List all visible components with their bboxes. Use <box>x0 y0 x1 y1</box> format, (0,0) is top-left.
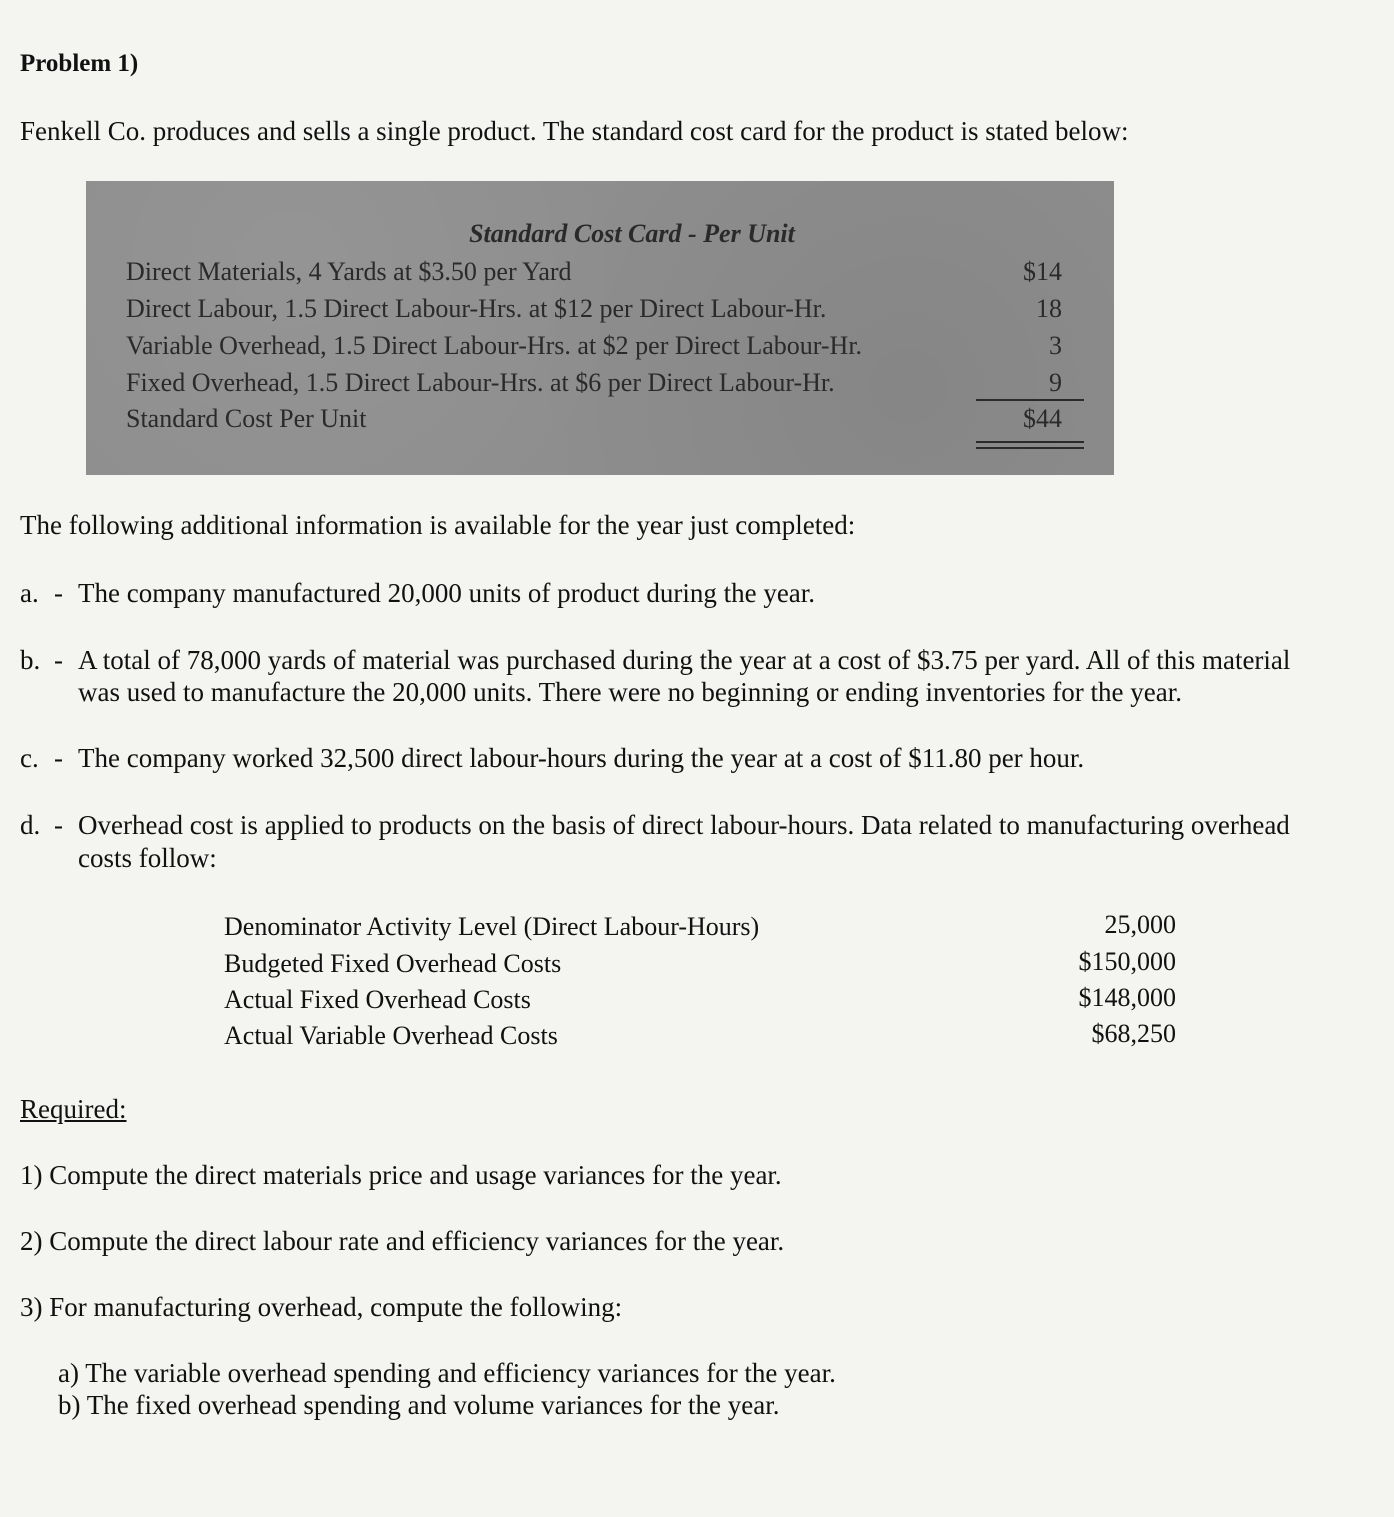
item-text: A total of 78,000 yards of material was purchased during the year at a cost of $3.75 per yard. All of this material <box>78 645 1291 675</box>
required-heading: Required: <box>20 1094 127 1124</box>
cost-card-title: Standard Cost Card - Per Unit <box>469 219 795 248</box>
overhead-data-label: Actual Variable Overhead Costs <box>224 1021 558 1050</box>
cost-card-total-label: Standard Cost Per Unit <box>126 404 367 433</box>
item-text: The company worked 32,500 direct labour-hours during the year at a cost of $11.80 per hour. <box>78 743 1085 773</box>
item-dash: - <box>54 743 63 773</box>
additional-info-heading: The following additional information is available for the year just completed: <box>20 510 856 540</box>
cost-card-row-value: 18 <box>1036 294 1062 323</box>
required-item: 1) Compute the direct materials price and usage variances for the year. <box>20 1160 782 1190</box>
intro-text: Fenkell Co. produces and sells a single product. The standard cost card for the product is stated below: <box>20 116 1129 146</box>
cost-card-total-value: $44 <box>1023 404 1062 433</box>
cost-card-row-label: Fixed Overhead, 1.5 Direct Labour-Hrs. at $6 per Direct Labour-Hr. <box>126 368 835 397</box>
problem-title: Problem 1) <box>20 50 139 77</box>
total-double-rule-top <box>976 441 1084 443</box>
required-sub-item: b) The fixed overhead spending and volume variances for the year. <box>58 1390 780 1420</box>
cost-card-row-value: $14 <box>1023 257 1062 286</box>
cost-card-row-value: 9 <box>1049 368 1062 397</box>
required-item: 2) Compute the direct labour rate and efficiency variances for the year. <box>20 1226 785 1256</box>
item-letter: a. <box>20 578 39 608</box>
overhead-data-label: Budgeted Fixed Overhead Costs <box>224 949 562 978</box>
overhead-data-label: Denominator Activity Level (Direct Labour-Hours) <box>224 912 760 941</box>
item-letter: c. <box>20 743 39 773</box>
item-letter: d. <box>20 810 41 840</box>
overhead-data-value: 25,000 <box>1104 910 1176 939</box>
required-item: 3) For manufacturing overhead, compute the following: <box>20 1292 623 1322</box>
cost-card-row-label: Direct Materials, 4 Yards at $3.50 per Yard <box>126 257 572 286</box>
item-dash: - <box>54 810 63 840</box>
item-text: Overhead cost is applied to products on the basis of direct labour-hours. Data related to manufacturing overhead <box>78 810 1290 840</box>
item-dash: - <box>54 645 63 675</box>
overhead-data-value: $148,000 <box>1078 983 1176 1012</box>
cost-card-row-label: Direct Labour, 1.5 Direct Labour-Hrs. at $12 per Direct Labour-Hr. <box>126 294 827 323</box>
cost-card-row-label: Variable Overhead, 1.5 Direct Labour-Hrs. at $2 per Direct Labour-Hr. <box>126 331 863 360</box>
overhead-data-value: $150,000 <box>1078 947 1176 976</box>
item-text: was used to manufacture the 20,000 units. There were no beginning or ending inventories for the year. <box>78 677 1182 707</box>
overhead-data-value: $68,250 <box>1091 1019 1176 1048</box>
standard-cost-card <box>86 181 1114 475</box>
subtotal-rule <box>976 399 1084 401</box>
item-text: The company manufactured 20,000 units of product during the year. <box>78 578 816 608</box>
required-sub-item: a) The variable overhead spending and efficiency variances for the year. <box>58 1358 836 1388</box>
item-text: costs follow: <box>78 843 217 873</box>
total-double-rule-bottom <box>976 447 1084 449</box>
item-dash: - <box>54 578 63 608</box>
item-letter: b. <box>20 645 41 675</box>
cost-card-row-value: 3 <box>1049 331 1062 360</box>
overhead-data-label: Actual Fixed Overhead Costs <box>224 985 531 1014</box>
